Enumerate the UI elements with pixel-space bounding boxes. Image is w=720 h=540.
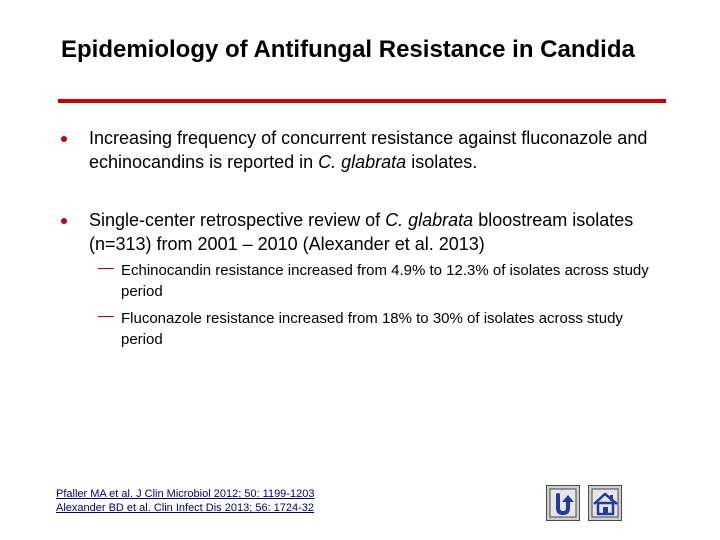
return-button[interactable] bbox=[546, 485, 580, 521]
bullet-dot-icon bbox=[61, 218, 67, 224]
bullet-text-1 bbox=[89, 126, 679, 174]
title-divider bbox=[58, 99, 666, 103]
bullet-text-1-part-b: isolates. bbox=[406, 152, 478, 172]
home-button[interactable] bbox=[588, 485, 622, 521]
bullet-text-2-part-a: Single-center retrospective review of bbox=[89, 210, 386, 230]
slide-title: Epidemiology of Antifungal Resistance in Candida bbox=[61, 36, 635, 63]
sub-bullet-text-1: Echinocandin resistance increased from 4.9% to 12.3% of isolates across study period bbox=[121, 262, 649, 300]
dash-icon bbox=[98, 268, 114, 269]
bullet-text-1-part-a: Increasing frequency of concurrent resistance against fluconazole and echinocandins is reported in bbox=[89, 128, 648, 172]
references bbox=[56, 487, 356, 515]
reference-link-1[interactable]: Pfaller MA et al. J Clin Microbiol 2012; 50: 1199-1203 bbox=[56, 488, 315, 500]
reference-link-2[interactable]: Alexander BD et al. Clin Infect Dis 2013; 56: 1724-32 bbox=[56, 502, 315, 514]
home-icon bbox=[589, 486, 623, 522]
bullet-text-1-species: C. glabrata bbox=[318, 152, 407, 172]
bullet-text-2 bbox=[89, 208, 679, 256]
dash-icon bbox=[98, 316, 114, 317]
bullet-text-2-part-b: bloostream isolates (n=313) from 2001 – 2010 (Alexander et al. 2013) bbox=[89, 210, 634, 254]
sub-bullet-text-2: Fluconazole resistance increased from 18% to 30% of isolates across study period bbox=[121, 310, 623, 348]
return-icon bbox=[547, 486, 581, 522]
bullet-text-2-species: C. glabrata bbox=[385, 210, 474, 230]
bullet-dot-icon bbox=[61, 136, 67, 142]
